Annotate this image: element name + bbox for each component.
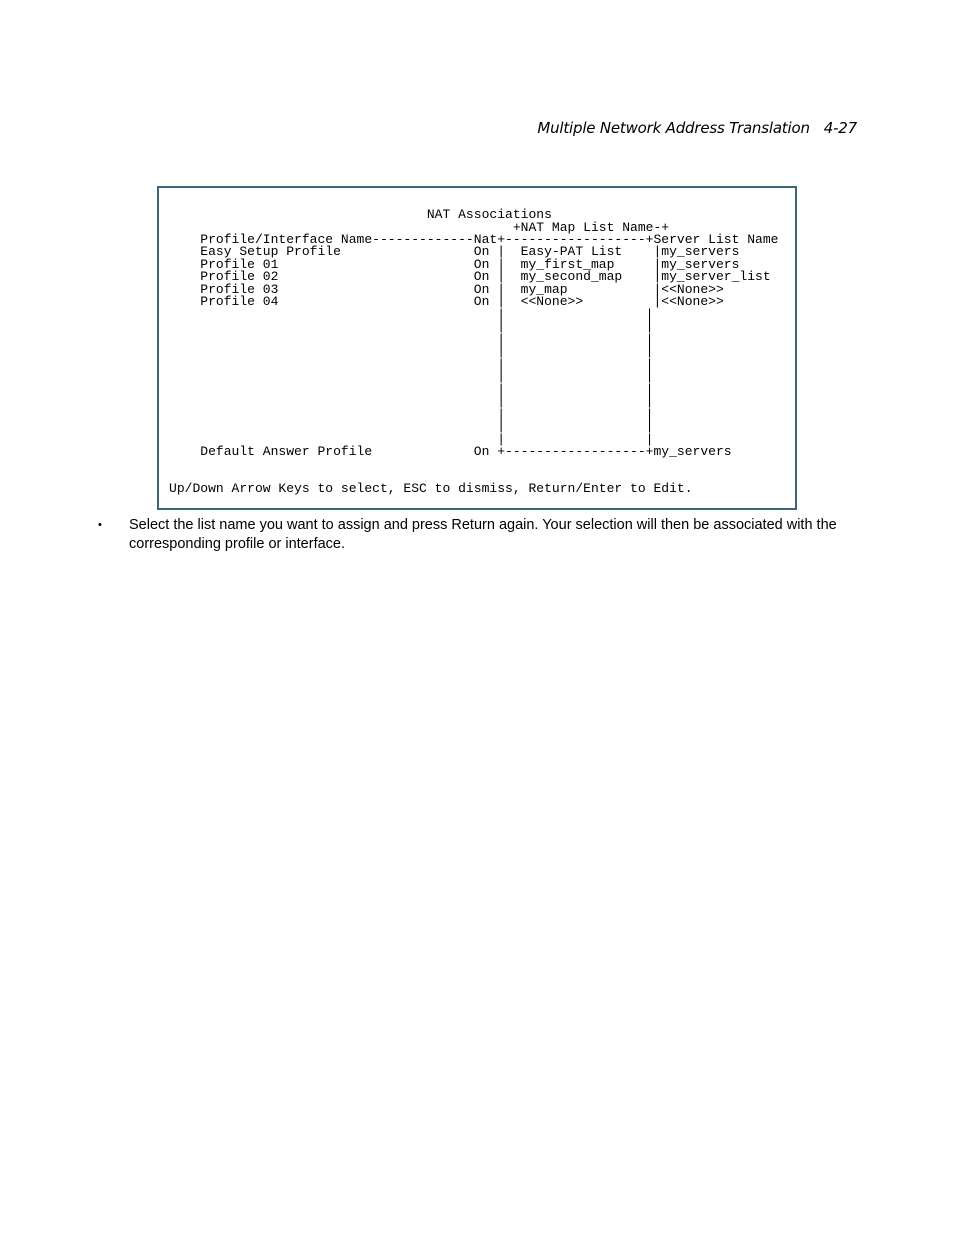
table-divider-line: | |	[169, 407, 654, 422]
table-divider-line: | |	[169, 344, 654, 359]
table-divider-line: | |	[169, 394, 654, 409]
chapter-title: Multiple Network Address Translation	[537, 119, 810, 137]
table-divider-line: | |	[169, 432, 654, 447]
table-row-easy-setup[interactable]: Easy Setup Profile On | Easy-PAT List |my_servers	[169, 244, 740, 259]
bullet-list-item	[98, 516, 858, 554]
table-divider-line: | |	[169, 357, 654, 372]
running-header	[537, 119, 857, 137]
table-divider-line: | |	[169, 369, 654, 384]
terminal-screen-capture	[157, 186, 797, 510]
table-column-headers: Profile/Interface Name-------------Nat+------------------+Server List Name	[169, 232, 779, 247]
page-number: 4-27	[823, 119, 857, 137]
terminal-title: NAT Associations	[169, 207, 552, 222]
table-divider-line: | |	[169, 419, 654, 434]
table-divider-line: | |	[169, 307, 654, 322]
map-list-column-header: +NAT Map List Name-+	[169, 220, 670, 235]
table-row-default-answer[interactable]: Default Answer Profile On +------------------+my_servers	[169, 444, 732, 459]
table-row-profile-01[interactable]: Profile 01 On | my_first_map |my_servers	[169, 257, 740, 272]
table-row-profile-03[interactable]: Profile 03 On | my_map |<<None>>	[169, 282, 724, 297]
table-divider-line: | |	[169, 382, 654, 397]
bullet-icon: •	[98, 519, 102, 531]
table-divider-line: | |	[169, 319, 654, 334]
table-row-profile-02[interactable]: Profile 02 On | my_second_map |my_server_list	[169, 269, 771, 284]
key-help-footer: Up/Down Arrow Keys to select, ESC to dismiss, Return/Enter to Edit.	[169, 481, 693, 496]
table-row-profile-04[interactable]: Profile 04 On | <<None>> |<<None>>	[169, 294, 724, 309]
table-divider-line: | |	[169, 332, 654, 347]
bullet-text: Select the list name you want to assign and press Return again. Your selection will then be associated with the corresponding profile or interface.	[129, 517, 837, 552]
